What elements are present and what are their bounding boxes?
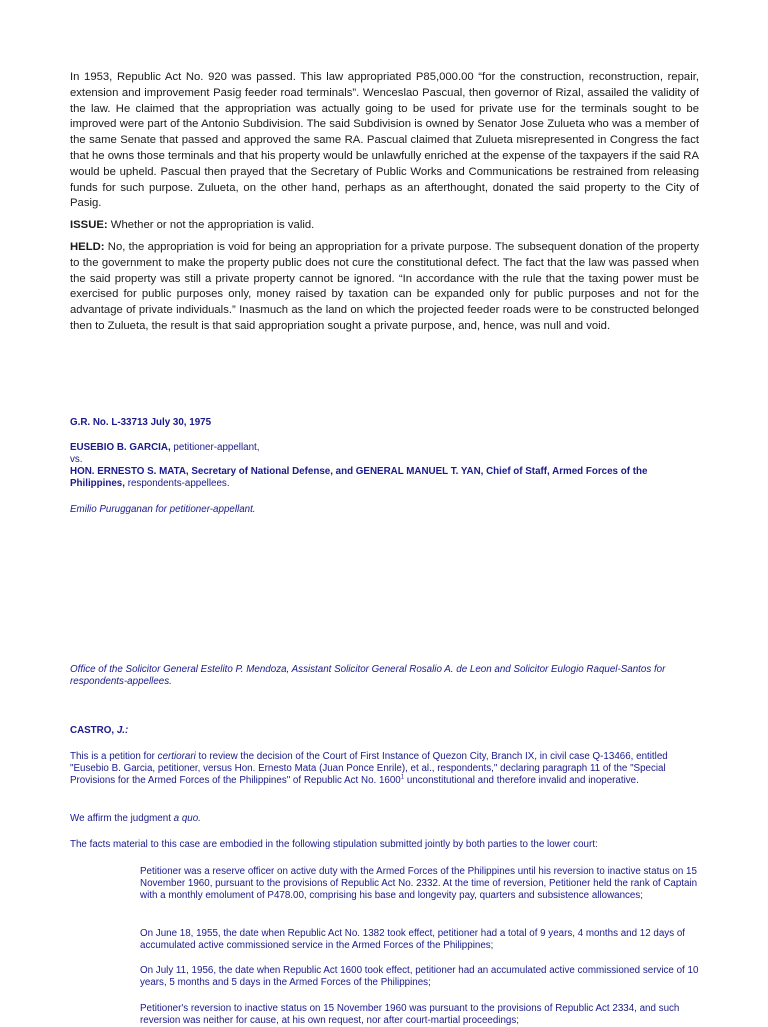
petition-text-c: unconstitutional and therefore invalid and inoperative.: [404, 775, 639, 786]
a-quo-term: a quo.: [173, 813, 201, 824]
ponente: [70, 725, 700, 737]
facts-paragraph: In 1953, Republic Act No. 920 was passed. This law appropriated P85,000.00 “for the construction, reconstruction, repair, extension and improvement Pasig feeder road terminals”. Wenceslao Pascual, then governor of Rizal, assailed the validity of the law. He claimed that the appropriation was actually going to be used for private use for the terminals sought to be improved were part of the Antonio Subdivision. The said Subdivision is owned by Senator Jose Zulueta who was a member of the same Senate that passed and approved the same RA. Pascual claimed that Zulueta misrepresented in Congress the fact that he owns those terminals and that his property would be unlawfully enriched at the expense of the taxpayers if the said RA would be upheld. Pascual then prayed that the Secretary of Public Works and Communications be restrained from releasing funds for such purpose. Zulueta, on the other hand, perhaps as an afterthought, donated the said property to the City of Pasig.: [70, 71, 699, 210]
petition-text-a: This is a petition for: [70, 751, 158, 762]
affirm-text: We affirm the judgment: [70, 813, 174, 824]
held-label: HELD:: [70, 240, 105, 253]
stipulation-item: Petitioner's reversion to inactive status on 15 November 1960 was pursuant to the provisions of Republic Act 2334, and such reversion was neither for cause, at his own request, nor after court-martial proceedings;: [140, 1003, 680, 1026]
issue-label: ISSUE:: [70, 219, 108, 232]
petition-text-b: to review the decision of the Court of First Instance of Quezon City, Branch IX, in civil case Q-13466, entitled "Eusebio B. Garcia, petitioner, versus Hon. Ernesto Mata (Juan Ponce Enrile), et al., respondents," declaring paragraph 11 of the "Special Provisions for the Armed Forces of the Philippines" of Republic Act No. 1600: [70, 751, 668, 786]
held-paragraph: [70, 240, 699, 335]
issue-paragraph: [70, 218, 699, 234]
issue-text: Whether or not the appropriation is valid.: [107, 219, 315, 232]
footnote-link[interactable]: 1: [400, 774, 405, 781]
petition-paragraph: [70, 751, 700, 787]
respondent-line: [70, 466, 700, 490]
stipulation-item: Petitioner was a reserve officer on active duty with the Armed Forces of the Philippines until his reversion to inactive status on 15 November 1960, pursuant to the provisions of Republic Act No. 2332. At the time of reversion, Petitioner held the rank of Captain with a monthly emolument of P478.00, comprising his base and longevity pay, quarters and subsistence allowances;: [140, 866, 698, 901]
versus-label: vs.: [70, 454, 83, 465]
respondent-role: respondents-appellees.: [124, 478, 230, 489]
counsel-respondents: Office of the Solicitor General Estelito P. Mendoza, Assistant Solicitor General Rosalio A. de Leon and Solicitor Eulogio Raquel-Santos for respondents-appellees.: [70, 664, 666, 687]
petitioner-line: [70, 442, 700, 454]
respondent-name: HON. ERNESTO S. MATA, Secretary of National Defense, and GENERAL MANUEL T. YAN, Chief of Staff, Armed Forces of the Philippines,: [70, 466, 648, 489]
gr-number: G.R. No. L-33713 July 30, 1975: [70, 417, 212, 428]
stipulation-item: On June 18, 1955, the date when Republic Act No. 1382 took effect, petitioner had a total of 9 years, 4 months and 12 days of accumulated active commissioned service in the Armed Forces of the Philippines;: [140, 928, 685, 951]
petitioner-name: EUSEBIO B. GARCIA,: [70, 442, 171, 453]
counsel-petitioner: Emilio Purugganan for petitioner-appellant.: [70, 504, 256, 515]
ponente-title: J.:: [116, 725, 129, 736]
held-text: No, the appropriation is void for being an appropriation for a private purpose. The subsequent donation of the property to the government to make the property public does not cure the constitutional defect. The fact that the law was passed when the said property was still a private property cannot be ignored. “In accordance with the rule that the taxing power must be exercised for public purposes only, money raised by taxation can be expanded only for public purposes and not for the advantage of private individuals.” Inasmuch as the land on which the projected feeder roads were to be constructed belonged then to Zulueta, the result is that said appropriation sought a private purpose, and, hence, was null and void.: [70, 240, 699, 332]
case-parties: [70, 442, 700, 490]
affirm-paragraph: [70, 813, 700, 825]
petitioner-role: petitioner-appellant,: [170, 442, 260, 453]
facts-intro: The facts material to this case are embodied in the following stipulation submitted jointly by both parties to the lower court:: [70, 839, 598, 850]
ponente-name: CASTRO,: [70, 725, 117, 736]
case-digest: [70, 70, 699, 341]
certiorari-term: certiorari: [157, 751, 196, 762]
stipulation-item: On July 11, 1956, the date when Republic Act 1600 took effect, petitioner had an accumulated active commissioned service of 10 years, 5 months and 5 days in the Armed Forces of the Philippines;: [140, 965, 699, 988]
